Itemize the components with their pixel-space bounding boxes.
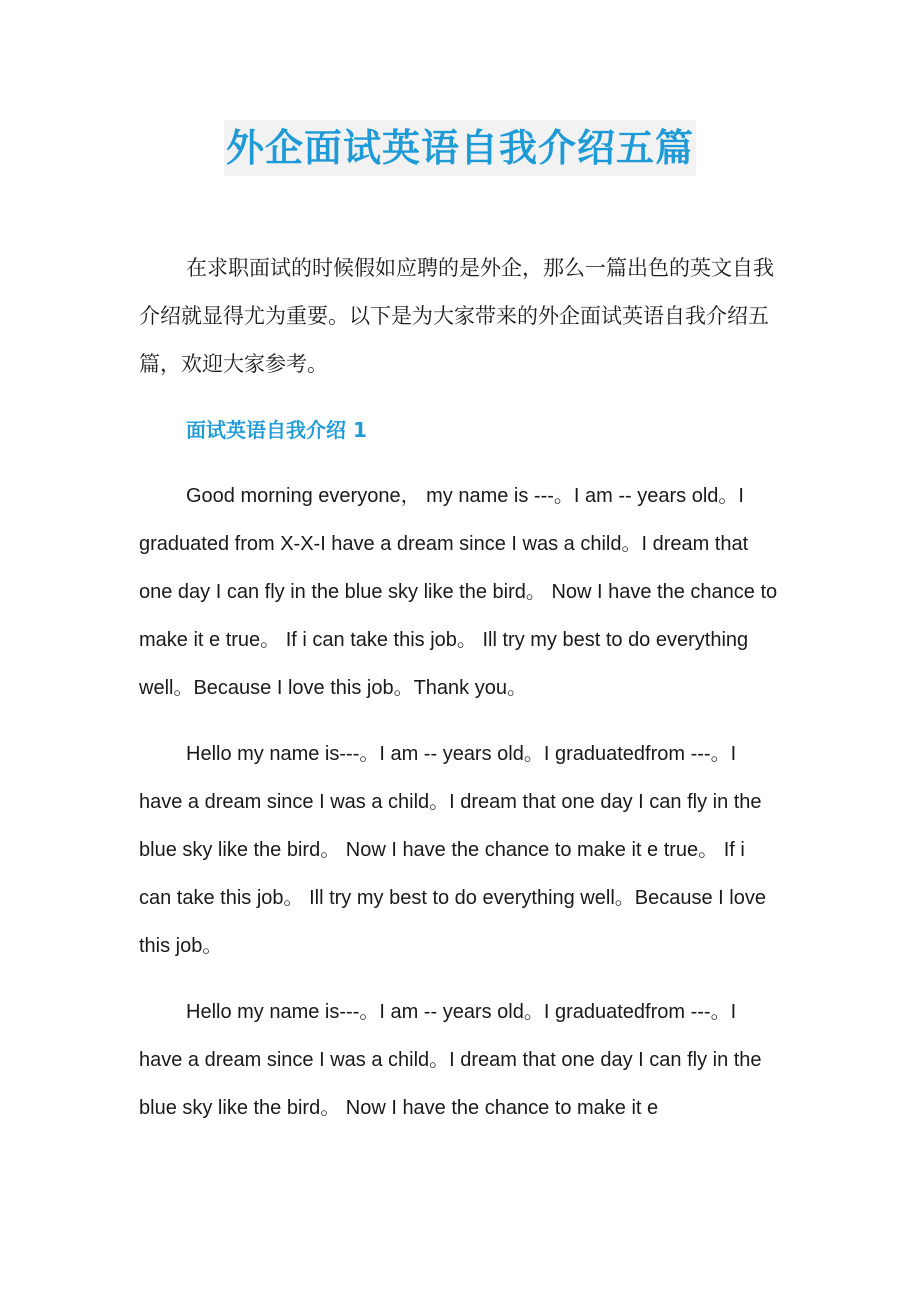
section-heading: 面试英语自我介绍 1 bbox=[186, 418, 367, 442]
body-paragraph-1: Good morning everyone， my name is ---。I am -- years old。I graduated from X-X-I have a dream since I was a child。I dream that one day I can fly in the blue sky like the bird。 Now I have the chance to make it e true。 If i can take this job。 Ill try my best to do everything well。Because I love this job。Thank you。 bbox=[139, 485, 778, 699]
title-container bbox=[0, 120, 920, 176]
body-paragraph-2: Hello my name is---。I am -- years old。I graduatedfrom ---。I have a dream since I was a child。I dream that one day I can fly in the blue sky like the bird。 Now I have the chance to make it e true。 If i can take this job。 Ill try my best to do everything well。Because I love this job。 bbox=[139, 743, 766, 957]
body-paragraph-3: Hello my name is---。I am -- years old。I graduatedfrom ---。I have a dream since I was a child。I dream that one day I can fly in the blue sky like the bird。 Now I have the chance to make it e bbox=[139, 1001, 762, 1119]
document-title: 外企面试英语自我介绍五篇 bbox=[224, 120, 696, 176]
intro-paragraph: 在求职面试的时候假如应聘的是外企，那么一篇出色的英文自我介绍就显得尤为重要。以下是为大家带来的外企面试英语自我介绍五篇，欢迎大家参考。 bbox=[139, 256, 774, 376]
document-body bbox=[139, 244, 779, 1150]
